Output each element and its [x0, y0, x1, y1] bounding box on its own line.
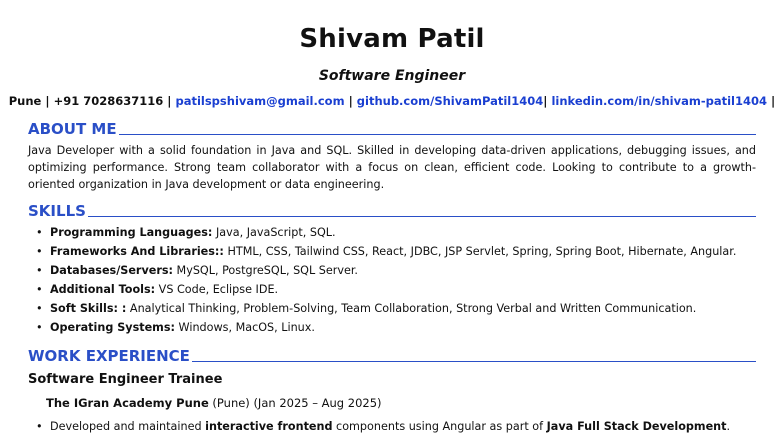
bullet-bold: Java Full Stack Development: [546, 420, 727, 433]
skill-label: Additional Tools:: [50, 283, 156, 296]
skill-value: Windows, MacOS, Linux.: [174, 321, 315, 334]
skill-value: HTML, CSS, Tailwind CSS, React, JDBC, JSP Servlet, Spring, Spring Boot, Hibernate, Angular.: [223, 245, 737, 258]
list-item: [50, 318, 756, 337]
skill-value: MySQL, PostgreSQL, SQL Server.: [172, 264, 358, 277]
section-rule: [88, 216, 756, 217]
skills-heading-text: SKILLS: [28, 202, 86, 220]
bullet-text: components using Angular as part of: [332, 420, 547, 433]
bullet-text: Developed and maintained: [50, 420, 206, 433]
bullet-text: .: [726, 420, 731, 433]
about-heading: [28, 120, 756, 138]
job-org: [46, 396, 382, 410]
contact-line: Pune | +91 7028637116 | patilspshivam@gmail.com | github.com/ShivamPatil1404| linkedin.com/in/shivam-patil1404 |: [8, 94, 776, 108]
skill-value: Analytical Thinking, Problem-Solving, Team Collaboration, Strong Verbal and Written Communication.: [126, 302, 697, 315]
github-link[interactable]: github.com/ShivamPatil1404: [356, 94, 544, 108]
list-item: [50, 417, 756, 436]
skill-value: VS Code, Eclipse IDE.: [155, 283, 279, 296]
list-item: [50, 280, 756, 299]
skill-label: Databases/Servers:: [50, 264, 173, 277]
list-item: [50, 242, 756, 261]
about-heading-text: ABOUT ME: [28, 120, 117, 138]
org-dates: (Pune) (Jan 2025 – Aug 2025): [208, 396, 382, 410]
list-item: [50, 261, 756, 280]
bullet-bold: interactive frontend: [205, 420, 333, 433]
section-rule: [192, 361, 756, 362]
candidate-name: Shivam Patil: [299, 24, 485, 54]
skill-label: Frameworks And Libraries::: [50, 245, 224, 258]
job-title: Software Engineer Trainee: [28, 372, 223, 387]
section-rule: [119, 134, 756, 135]
phone: +91 7028637116: [53, 94, 164, 108]
linkedin-link[interactable]: linkedin.com/in/shivam-patil1404: [551, 94, 768, 108]
list-item: [50, 223, 756, 242]
about-text: Java Developer with a solid foundation in Java and SQL. Skilled in developing data-driven applications, debugging issues, and optimizing performance. Strong team collaborator with a focus on clean, efficient code. Looking to contribute to a growth-oriented organization in Java development or data engineering.: [28, 144, 756, 191]
skill-label: Soft Skills: :: [50, 302, 127, 315]
skills-heading: [28, 202, 756, 220]
skill-label: Programming Languages:: [50, 226, 213, 239]
candidate-role: Software Engineer: [318, 68, 466, 84]
work-bullets: [50, 417, 756, 436]
skill-value: Java, JavaScript, SQL.: [212, 226, 336, 239]
work-heading-text: WORK EXPERIENCE: [28, 347, 190, 365]
list-item: [50, 299, 756, 318]
org-name: The IGran Academy Pune: [46, 396, 209, 410]
skill-label: Operating Systems:: [50, 321, 175, 334]
location: Pune: [8, 94, 42, 108]
email-link[interactable]: patilspshivam@gmail.com: [175, 94, 345, 108]
work-heading: [28, 347, 756, 365]
skills-list: [50, 223, 756, 337]
